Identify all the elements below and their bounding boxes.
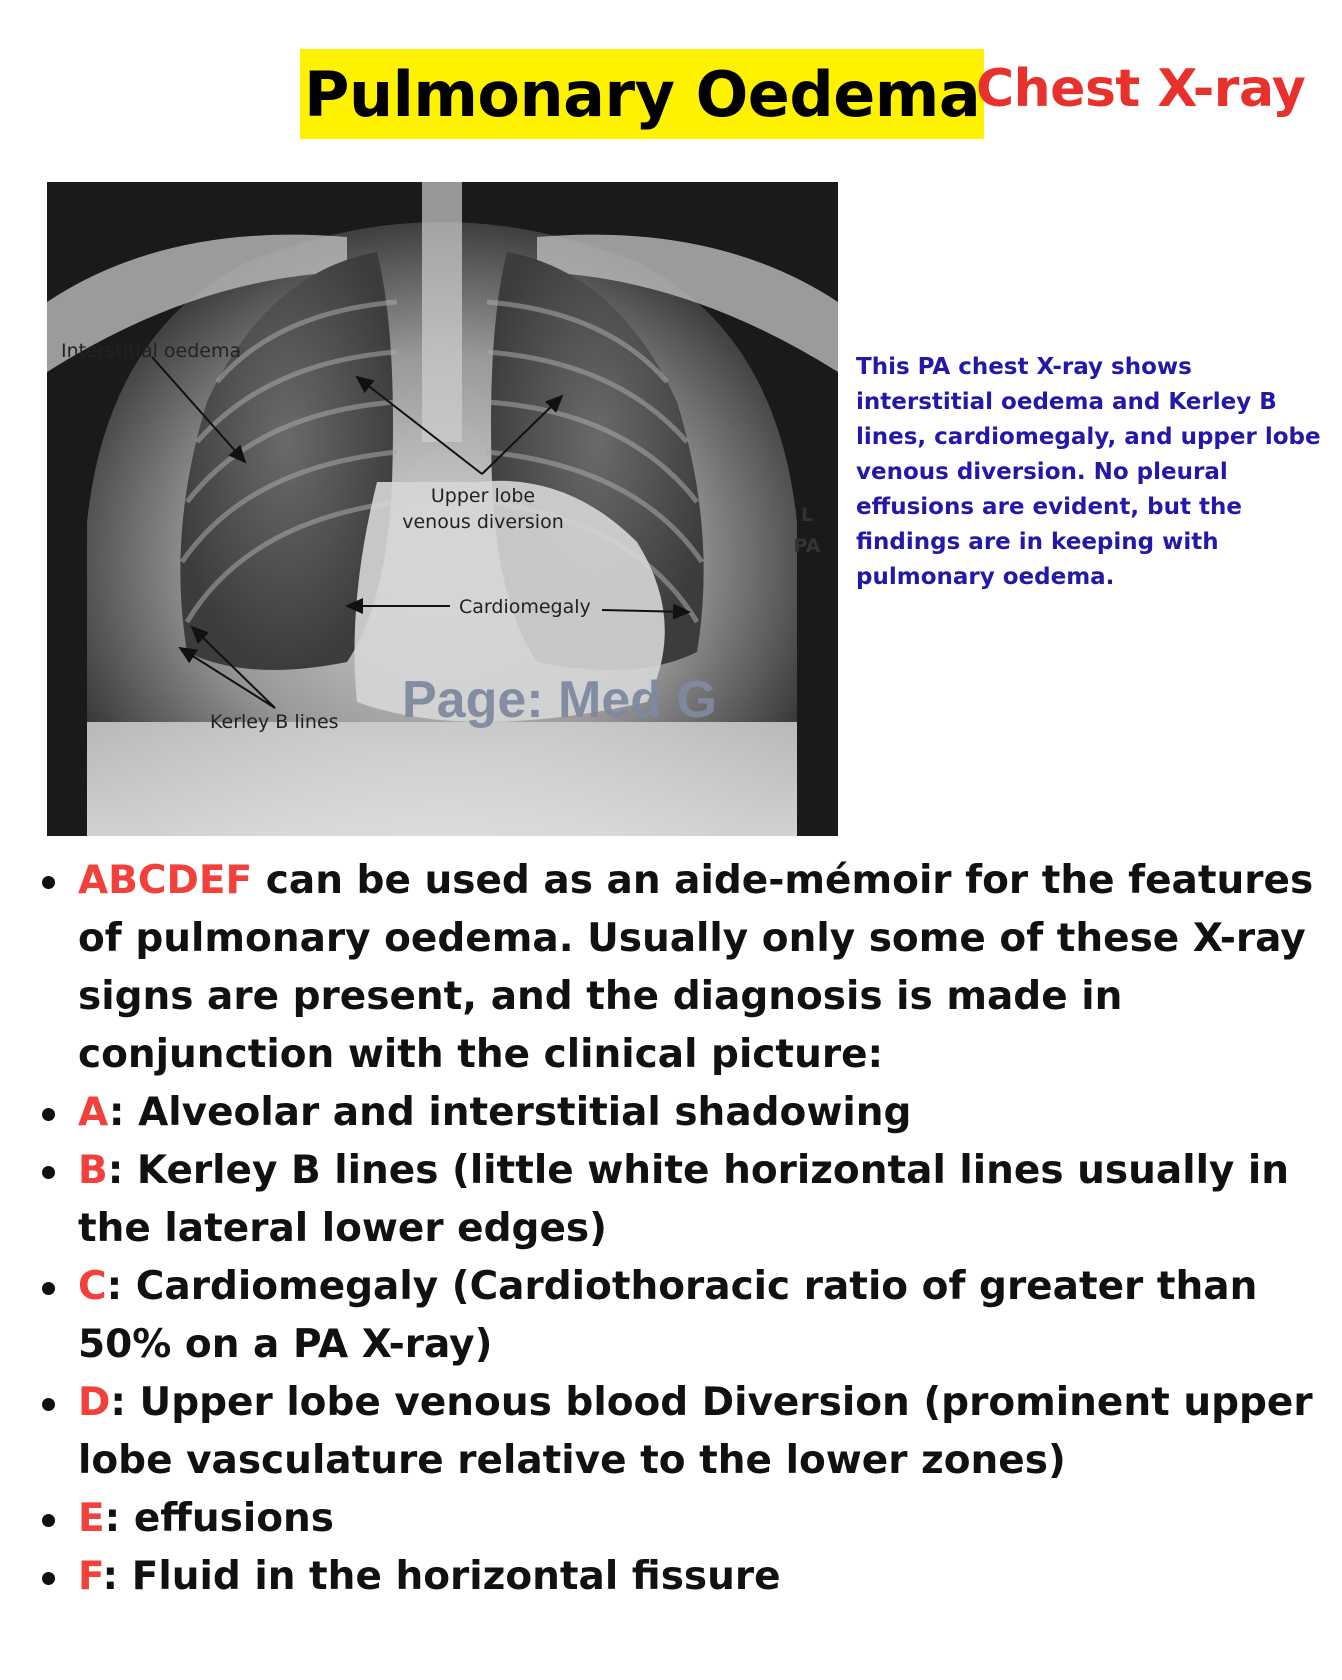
list-item (36, 1490, 1336, 1548)
xray-caption (856, 350, 1326, 595)
list-item (36, 1548, 1336, 1606)
list-item (36, 1374, 1336, 1490)
title-block (300, 48, 984, 140)
list-item (36, 1084, 1336, 1142)
list-item (36, 852, 1336, 1084)
feature-key: A (78, 1090, 109, 1135)
label-interstitial-oedema: Interstitial oedema (61, 340, 242, 362)
feature-key: C (78, 1264, 107, 1309)
watermark: Page: Med G (402, 671, 717, 729)
feature-key: D (78, 1380, 111, 1425)
label-upper-lobe-line1: Upper lobe (430, 485, 536, 507)
label-upper-lobe-line2: venous diversion (402, 511, 564, 533)
label-side-pa: PA (793, 535, 821, 557)
caption-text: This PA chest X-ray shows interstitial oedema and Kerley B lines, cardiomegaly, and upper lobe venous diversion. No pleural effusions are evident, but the findings are in keeping with pulmonary oedema. (856, 354, 1321, 590)
label-kerley-b-lines: Kerley B lines (210, 711, 339, 733)
list-item (36, 1142, 1336, 1258)
feature-key: ABCDEF (78, 858, 253, 903)
feature-text: : effusions (104, 1496, 334, 1541)
page-title: Pulmonary Oedema (300, 49, 984, 139)
list-item (36, 1258, 1336, 1374)
feature-list (36, 852, 1336, 1606)
label-side-l: L (800, 504, 814, 526)
chest-xray-image (47, 182, 838, 836)
page-subtitle: Chest X-ray (976, 59, 1306, 119)
feature-key: B (78, 1148, 108, 1193)
feature-text: can be used as an aide-mémoir for the features of pulmonary oedema. Usually only some of these X-ray signs are present, and the diagnosis is made in conjunction with the clinical picture: (78, 858, 1314, 1077)
feature-text: : Cardiomegaly (Cardiothoracic ratio of greater than 50% on a PA X-ray) (78, 1264, 1258, 1367)
feature-text: : Alveolar and interstitial shadowing (108, 1090, 912, 1135)
feature-text: : Upper lobe venous blood Diversion (prominent upper lobe vasculature relative to the lower zones) (78, 1380, 1313, 1483)
feature-text: : Kerley B lines (little white horizontal lines usually in the lateral lower edges) (78, 1148, 1290, 1251)
label-cardiomegaly: Cardiomegaly (459, 596, 591, 618)
feature-text: : Fluid in the horizontal fissure (102, 1554, 781, 1599)
feature-key: F (78, 1554, 103, 1599)
feature-key: E (78, 1496, 105, 1541)
